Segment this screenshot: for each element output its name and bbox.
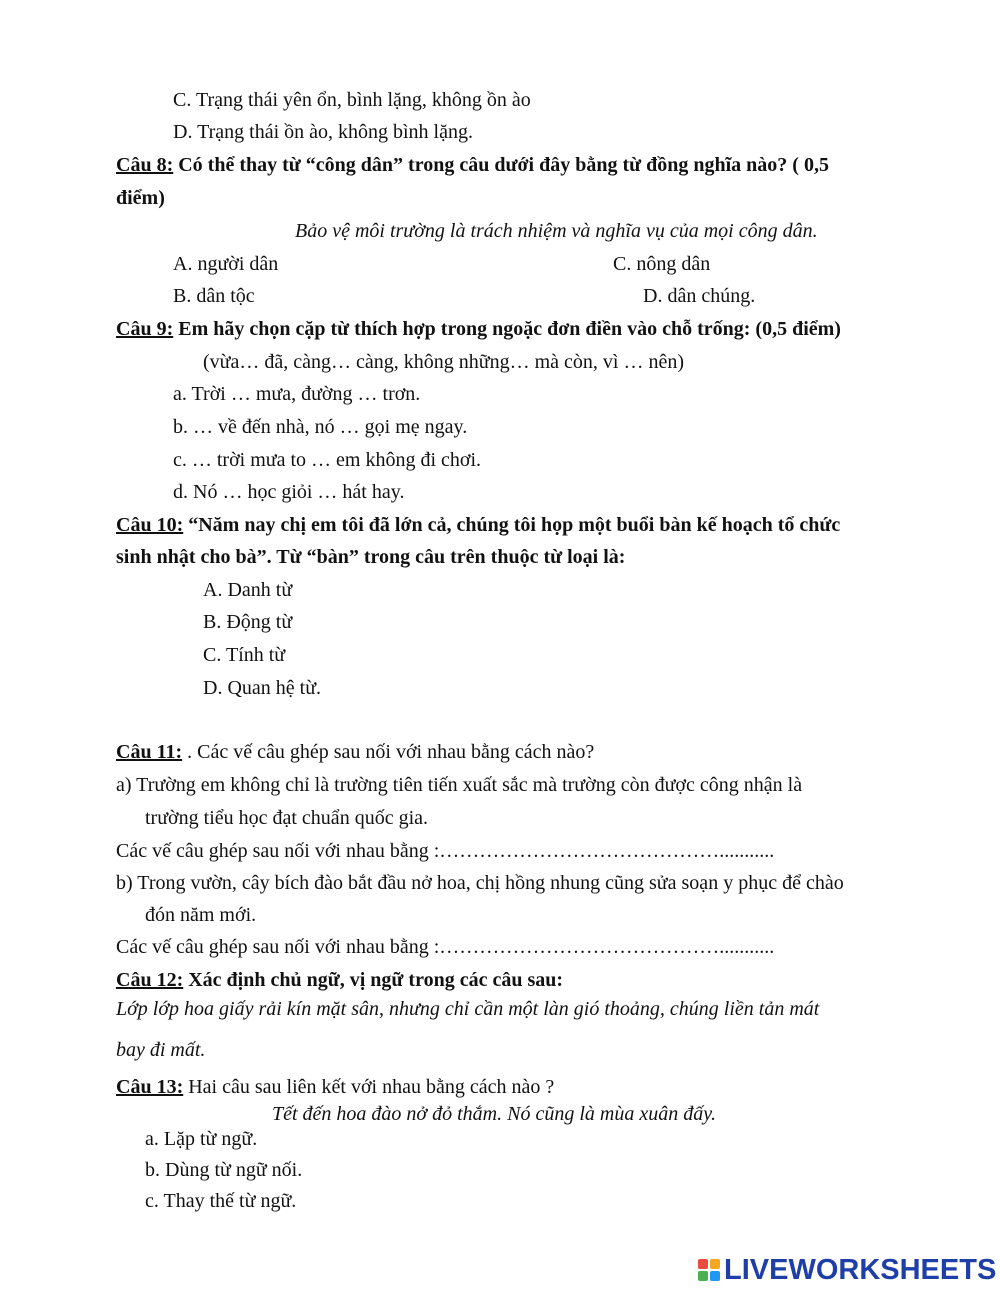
q12-text: Xác định chủ ngữ, vị ngữ trong các câu sau:: [183, 969, 564, 991]
liveworksheets-logo: [698, 1255, 996, 1285]
q11-answer-b: Các vế câu ghép sau nối với nhau bằng :……………………………………...........: [116, 936, 775, 958]
q8-text: Có thể thay từ “công dân” trong câu dưới đây bằng từ đồng nghĩa nào? ( 0,5: [173, 154, 829, 176]
logo-block: [710, 1271, 720, 1281]
q13-quote: Tết đến hoa đào nở đỏ thắm. Nó cũng là mùa xuân đấy.: [272, 1103, 716, 1125]
q8-heading: [116, 153, 829, 177]
q10-text: “Năm nay chị em tôi đã lớn cả, chúng tôi họp một buổi bàn kế hoạch tổ chức: [183, 514, 841, 536]
q9-item-c: c. … trời mưa to … em không đi chơi.: [173, 449, 482, 471]
q10-label: Câu 10:: [116, 514, 184, 536]
q11-answer-a: Các vế câu ghép sau nối với nhau bằng :……………………………………...........: [116, 840, 775, 862]
q11-text: . Các vế câu ghép sau nối với nhau bằng cách nào?: [182, 741, 595, 763]
logo-block: [698, 1271, 708, 1281]
q11-item-a: a) Trường em không chỉ là trường tiên tiến xuất sắc mà trường còn được công nhận là: [116, 774, 803, 796]
q8-option-b: B. dân tộc: [173, 285, 255, 307]
q11-heading: [116, 740, 594, 764]
q12-heading: [116, 968, 563, 992]
q7-option-d: D. Trạng thái ồn ào, không bình lặng.: [173, 121, 473, 143]
q12-sentence-2: bay đi mất.: [116, 1039, 206, 1061]
q13-heading: [116, 1075, 554, 1099]
q9-heading: [116, 317, 841, 341]
q13-option-b: b. Dùng từ ngữ nối.: [145, 1159, 303, 1181]
q10-option-c: C. Tính từ: [203, 644, 286, 666]
q13-label: Câu 13:: [116, 1076, 184, 1098]
q9-item-b: b. … về đến nhà, nó … gọi mẹ ngay.: [173, 416, 468, 438]
q12-sentence-1: Lớp lớp hoa giấy rải kín mặt sân, nhưng chỉ cần một làn gió thoảng, chúng liền tản mát: [116, 998, 820, 1020]
q8-option-c: C. nông dân: [613, 253, 711, 275]
q10-heading: [116, 513, 840, 537]
q9-options: (vừa… đã, càng… càng, không những… mà còn, vì … nên): [203, 351, 685, 373]
logo-blocks-icon: [698, 1259, 720, 1281]
logo-block: [698, 1259, 708, 1269]
q7-option-c: C. Trạng thái yên ổn, bình lặng, không ồn ào: [173, 89, 531, 111]
q11-label: Câu 11:: [116, 741, 183, 763]
q11-item-a-cont: trường tiểu học đạt chuẩn quốc gia.: [145, 807, 428, 829]
q9-item-a: a. Trời … mưa, đường … trơn.: [173, 383, 421, 405]
q8-option-d: D. dân chúng.: [643, 285, 756, 307]
q10-option-a: A. Danh từ: [203, 579, 293, 601]
q9-item-d: d. Nó … học giỏi … hát hay.: [173, 481, 405, 503]
q10-option-b: B. Động từ: [203, 611, 293, 633]
q11-item-b: b) Trong vườn, cây bích đào bắt đầu nở hoa, chị hồng nhung cũng sửa soạn y phục để chào: [116, 872, 844, 894]
q9-label: Câu 9:: [116, 318, 174, 340]
logo-block: [710, 1259, 720, 1269]
q13-option-c: c. Thay thế từ ngữ.: [145, 1190, 297, 1212]
q8-option-a: A. người dân: [173, 253, 279, 275]
q10-heading-cont: sinh nhật cho bà”. Từ “bàn” trong câu trên thuộc từ loại là:: [116, 546, 626, 568]
q8-quote: Bảo vệ môi trường là trách nhiệm và nghĩa vụ của mọi công dân.: [295, 220, 818, 242]
q12-label: Câu 12:: [116, 969, 184, 991]
q8-label: Câu 8:: [116, 154, 174, 176]
q13-text: Hai câu sau liên kết với nhau bằng cách nào ?: [183, 1076, 555, 1098]
logo-text: LIVEWORKSHEETS: [724, 1253, 997, 1286]
q11-item-b-cont: đón năm mới.: [145, 904, 257, 926]
q10-option-d: D. Quan hệ từ.: [203, 677, 322, 699]
q9-text: Em hãy chọn cặp từ thích hợp trong ngoặc đơn điền vào chỗ trống: (0,5 điểm): [173, 318, 841, 340]
q8-heading-cont: điểm): [116, 187, 165, 209]
q13-option-a: a. Lặp từ ngữ.: [145, 1128, 258, 1150]
